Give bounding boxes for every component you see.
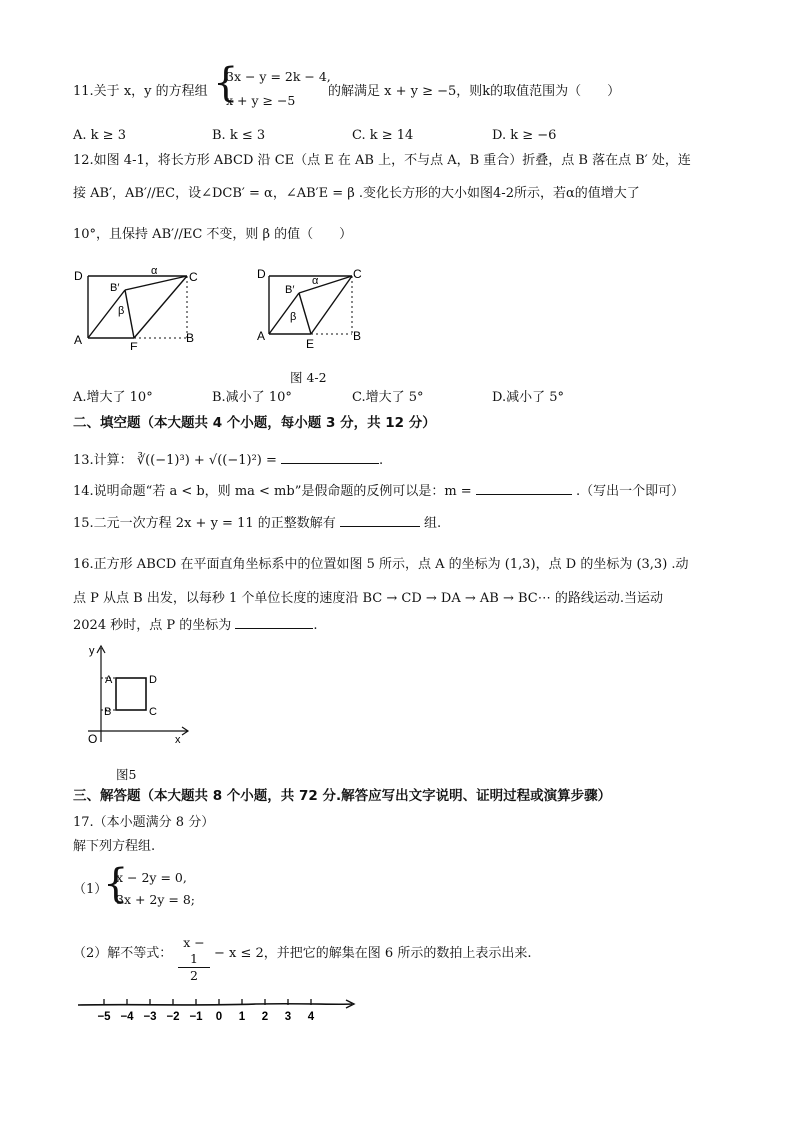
numberline-tick-label: −5 xyxy=(97,1011,111,1023)
section2-title: 二、填空题（本大题共 4 个小题，每小题 3 分，共 12 分） xyxy=(73,415,436,431)
fig1-label-e: E xyxy=(130,340,139,350)
fig5-label-c: C xyxy=(149,706,157,718)
fig2-label-alpha: α xyxy=(312,275,319,287)
fig2-caption: 图 4-2 xyxy=(290,370,327,385)
q11-eq1: 3x − y = 2k − 4, xyxy=(226,69,331,84)
q11-option-b: B. k ≤ 3 xyxy=(212,128,266,143)
q14-hint: .（写出一个即可） xyxy=(575,484,685,499)
fig5-caption: 图5 xyxy=(116,767,137,782)
fig1-label-d: D xyxy=(74,269,83,283)
q14-answer-blank[interactable] xyxy=(476,481,572,495)
q11-suffix: 的解满足 x + y ≥ −5，则k的取值范围为（ ） xyxy=(328,84,621,99)
q12-line1: 12.如图 4-1，将长方形 ABCD 沿 CE（点 E 在 AB 上，不与点 A，B 重合）折叠，点 B 落在点 B′ 处，连 xyxy=(73,153,691,168)
q11-option-c: C. k ≥ 14 xyxy=(352,128,414,143)
q11-prefix: 11.关于 xyxy=(73,84,120,99)
q11-line xyxy=(73,83,208,101)
fig2-label-a: A xyxy=(257,329,266,343)
q17-part2-label: （2）解不等式： xyxy=(73,946,173,961)
q17-part2-rest: − x ≤ 2，并把它的解集在图 6 所示的数拍上表示出来. xyxy=(214,946,532,961)
numberline-tick-label: 4 xyxy=(307,1011,315,1023)
q12-line2: 接 AB′，AB′//EC，设∠DCB′ = α，∠AB′E = β .变化长方形的大小如图4-2所示，若α的值增大了 xyxy=(73,186,640,201)
fig2-label-c: C xyxy=(353,267,362,281)
figure-4-2 xyxy=(256,262,374,350)
q11-vars: x，y 的方程组 xyxy=(123,84,208,99)
fig5-label-d: D xyxy=(149,674,157,686)
q15-text: 15.二元一次方程 2x + y = 11 的正整数解有 xyxy=(73,516,336,531)
q14-text: 14.说明命题“若 a < b，则 ma < mb”是假命题的反例可以是：m = xyxy=(73,484,472,499)
q11-eq2: x + y ≥ −5 xyxy=(226,93,296,108)
q17-part2-denominator: 2 xyxy=(190,968,198,983)
section3-title: 三、解答题（本大题共 8 个小题，共 72 分.解答应写出文字说明、证明过程或演算步骤） xyxy=(73,788,612,804)
q11-brace: { xyxy=(213,60,239,106)
q13-expr: ∛((−1)³) + √((−1)²) = xyxy=(136,453,277,468)
q17-part2-fraction xyxy=(178,935,210,984)
q17-part1-brace: { xyxy=(103,861,129,907)
q13-answer-blank[interactable] xyxy=(281,450,379,464)
q12-option-d: D.减小了 5° xyxy=(492,390,564,405)
fig5-label-o: O xyxy=(88,732,98,746)
q16-line2: 点 P 从点 B 出发，以每秒 1 个单位长度的速度沿 BC → CD → DA → AB → BC⋯ 的路线运动.当运动 xyxy=(73,591,663,606)
q11-option-d: D. k ≥ −6 xyxy=(492,128,557,143)
q13-line: 13.计算： ∛((−1)³) + √((−1)²) = . xyxy=(73,450,383,470)
q16-line3: 2024 秒时，点 P 的坐标为 . xyxy=(73,615,318,635)
q11-option-a: A. k ≥ 3 xyxy=(73,128,126,143)
q17-part1-eq1: x − 2y = 0, xyxy=(116,870,187,885)
fig1-label-bprime: B′ xyxy=(110,282,120,294)
fig1-label-alpha: α xyxy=(151,265,158,277)
figure-5 xyxy=(84,642,194,750)
q13-label: 13.计算： xyxy=(73,453,133,468)
q15-line xyxy=(73,513,441,533)
q14-line xyxy=(73,481,684,501)
numberline-tick-label: −3 xyxy=(143,1011,157,1023)
fig1-label-c: C xyxy=(189,270,198,284)
q17-part2-numerator: x − 1 xyxy=(178,935,210,968)
q12-option-a: A.增大了 10° xyxy=(73,390,153,405)
figure-4-1 xyxy=(72,262,212,350)
numberline-tick-label: −2 xyxy=(166,1011,180,1023)
fig5-label-b: B xyxy=(104,706,112,718)
q12-option-b: B.减小了 10° xyxy=(212,390,292,405)
q16-answer-blank[interactable] xyxy=(235,615,313,629)
q15-answer-blank[interactable] xyxy=(340,513,420,527)
fig2-label-b: B xyxy=(353,329,362,343)
fig2-label-e: E xyxy=(306,337,315,350)
fig5-label-x: x xyxy=(175,734,181,746)
fig1-label-a: A xyxy=(74,333,83,347)
fig5-label-a: A xyxy=(105,674,113,686)
q17-instruction: 解下列方程组. xyxy=(73,839,156,854)
q17-part1-label: （1） xyxy=(73,882,108,897)
numberline-tick-label: −1 xyxy=(189,1011,203,1023)
q15-suffix: 组. xyxy=(424,516,442,531)
number-line xyxy=(76,980,366,1024)
numberline-tick-label: 2 xyxy=(261,1011,269,1023)
fig1-label-beta: β xyxy=(118,305,125,317)
numberline-tick-label: 1 xyxy=(238,1011,246,1023)
numberline-tick-label: 3 xyxy=(284,1011,292,1023)
q12-line3: 10°，且保持 AB′//EC 不变，则 β 的值（ ） xyxy=(73,227,353,242)
q17-part1-eq2: 3x + 2y = 8; xyxy=(116,892,196,907)
fig1-label-b: B xyxy=(186,331,195,345)
q12-option-c: C.增大了 5° xyxy=(352,390,424,405)
q17-header: 17.（本小题满分 8 分） xyxy=(73,815,215,830)
q16-line3-text: 2024 秒时，点 P 的坐标为 xyxy=(73,618,232,633)
q16-line1: 16.正方形 ABCD 在平面直角坐标系中的位置如图 5 所示，点 A 的坐标为 (1,3)，点 D 的坐标为 (3,3) .动 xyxy=(73,557,689,572)
fig2-label-beta: β xyxy=(290,311,297,323)
numberline-tick-label: −4 xyxy=(120,1011,134,1023)
fig5-label-y: y xyxy=(89,645,95,657)
numberline-tick-label: 0 xyxy=(215,1011,223,1023)
fig2-label-bprime: B′ xyxy=(285,284,295,296)
fig2-label-d: D xyxy=(257,267,266,281)
